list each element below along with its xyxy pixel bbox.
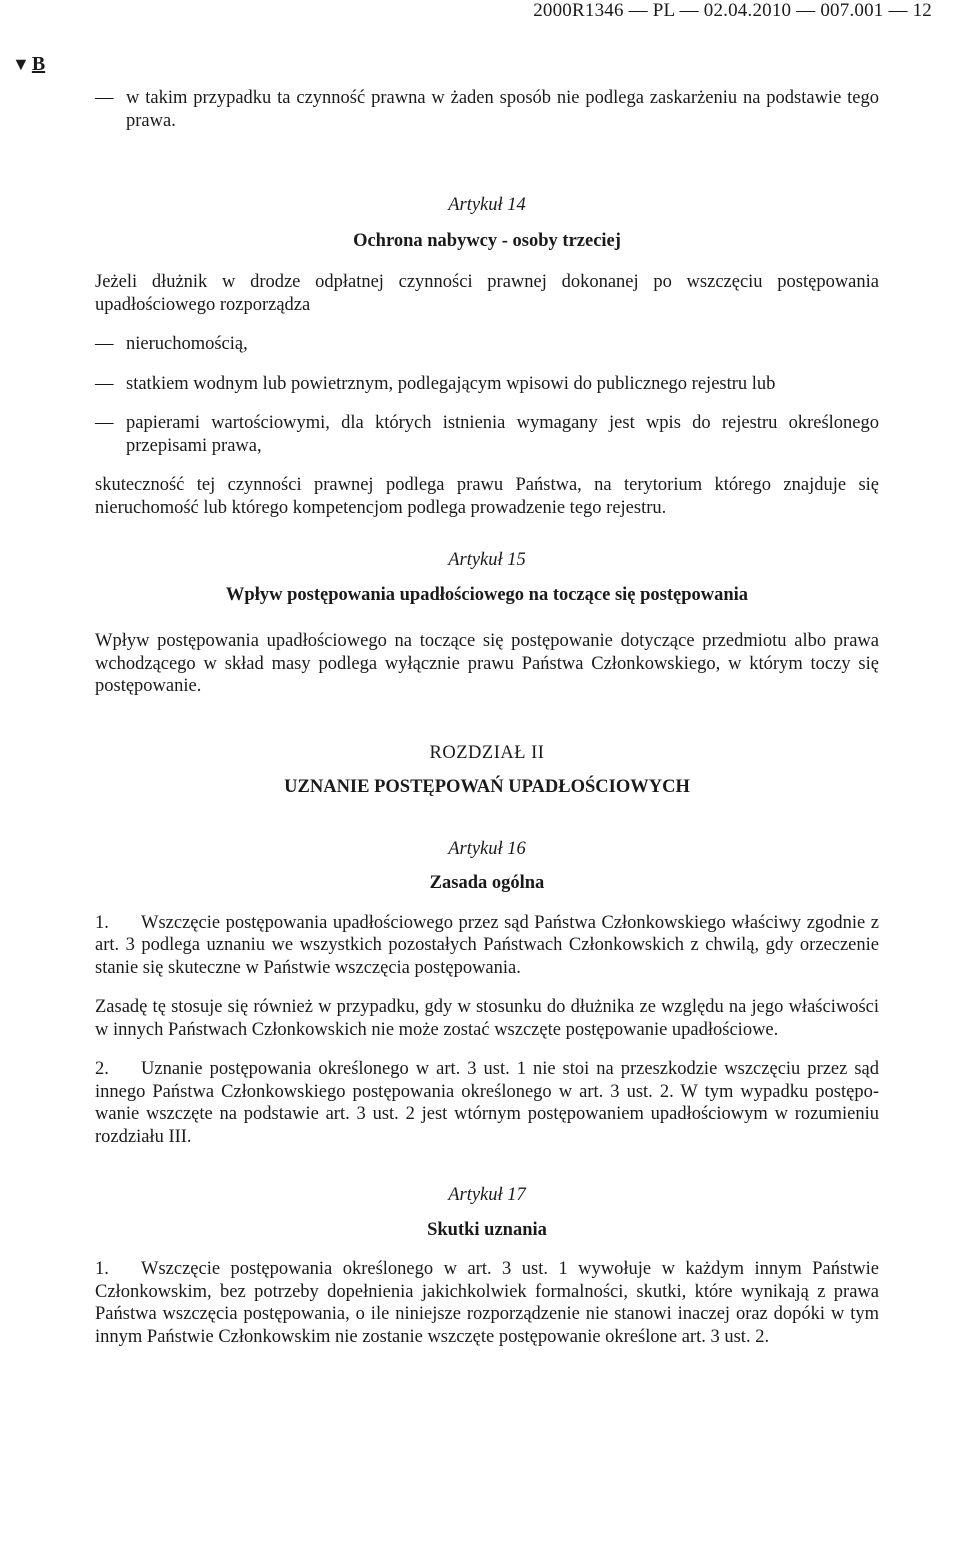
amendment-marker <box>12 53 45 76</box>
paragraph-number: 2. <box>95 1059 109 1079</box>
article-14-intro: Jeżeli dłużnik w drodze odpłatnej czynności prawnej dokonanej po wszczęciu postępowania upadłościowego rozporządza <box>95 272 879 315</box>
chapter-number: ROZDZIAŁ II <box>429 742 545 763</box>
article-15-text: Wpływ postępowania upadłościowego na toczące się postępowanie dotyczące przedmiotu albo prawa wchodzącego w skład masy podlega wyłącznie prawu Państwa Członkowskiego, w którym toczy się postępowanie. <box>95 631 879 696</box>
article-16-paragraph-1b: Zasadę tę stosuje się również w przypadku, gdy w stosunku do dłużnika ze względu na jego właściwości w innych Państwach Członkowskich nie może zostać wszczęte postępowanie upadłościowe. <box>95 997 879 1040</box>
triangle-down-icon: ▼ <box>12 54 30 74</box>
paragraph-number: 1. <box>95 912 109 933</box>
document-body <box>95 87 879 1365</box>
article-14-title: Ochrona nabywcy - osoby trzeciej <box>353 230 621 251</box>
dash-bullet: — <box>95 413 114 433</box>
article-16-paragraph-2 <box>95 1058 879 1148</box>
article-16-paragraph-1-text: Wszczęcie postępowania upadłościowego przez sąd Państwa Członkowskiego właściwy zgodnie z art. 3 podlega uznaniu we wszystkich pozostałych Państwach Członkowskich z chwilą, gdy orzeczenie stanie się skuteczne w Państwie wszczęcia postępowania. <box>95 912 879 978</box>
article-14-item-3-text: papierami wartościowymi, dla których istnienia wymagany jest wpis do rejestru określonego przepisami prawa, <box>126 413 879 456</box>
article-14-closing: skuteczność tej czynności prawnej podlega prawu Państwa, na terytorium którego znajduje się nieruchomość lub którego kompetencjom podlega prowadzenie tego rejestru. <box>95 475 879 518</box>
paragraph-number: 1. <box>95 1259 109 1279</box>
article-17-paragraph-1-text: Wszczęcie postępowania określonego w art. 3 ust. 1 wywołuje w każdym innym Państwie Członkowskim, bez potrzeby dopełnienia jakichkolwiek formalności, skutki, które wynikają z prawa Państwa wszczęcia postępowania, o ile niniejsze rozporządzenie nie stanowi inaczej oraz dopóki w tym innym Państwie Członkowskim nie zostanie wszczęte postępowanie określone art. 3 ust. 2. <box>95 1259 879 1347</box>
dash-bullet: — <box>95 334 114 354</box>
article-15-title: Wpływ postępowania upadłościowego na toczące się postępowania <box>225 584 749 605</box>
article-15-number: Artykuł 15 <box>448 550 526 570</box>
article-14-item-2 <box>95 373 879 396</box>
article-16-paragraph-1 <box>95 912 879 980</box>
article-14-item-2-text: statkiem wodnym lub powietrznym, podlegającym wpisowi do publicznego rejestru lub <box>126 373 776 394</box>
article-17-title: Skutki uznania <box>427 1219 547 1240</box>
dash-bullet: — <box>95 88 114 108</box>
article-14-item-1 <box>95 333 879 356</box>
article-14-item-3 <box>95 412 879 457</box>
article-16-number: Artykuł 16 <box>448 838 526 859</box>
dash-bullet: — <box>95 373 114 394</box>
article-16-paragraph-2-text: Uznanie postępowania określonego w art. 3 ust. 1 nie stoi na przeszkodzie wszczęciu przez sąd innego Państwa Członkowskiego postępowania określonego w art. 3 ust. 2. W tym wypadku postępowanie wszczęte na podstawie art. 3 ust. 2 jest wtórnym postępowaniem upadłościowym w rozumieniu rozdziału III. <box>95 1059 879 1147</box>
amendment-marker-link[interactable]: B <box>31 53 46 75</box>
running-header: 2000R1346 — PL — 02.04.2010 — 007.001 — 12 <box>533 0 932 21</box>
article-17-paragraph-1 <box>95 1258 879 1348</box>
article-14-number: Artykuł 14 <box>448 195 526 215</box>
continuation-text: w takim przypadku ta czynność prawna w żaden sposób nie podlega zaskarżeniu na podstawie tego prawa. <box>126 88 879 131</box>
article-14-item-1-text: nieruchomością, <box>126 334 248 354</box>
article-17-number: Artykuł 17 <box>448 1185 526 1205</box>
continuation-item <box>95 87 879 132</box>
article-16-title: Zasada ogólna <box>429 873 545 893</box>
chapter-title: UZNANIE POSTĘPOWAŃ UPADŁOŚCIOWYCH <box>284 777 690 797</box>
